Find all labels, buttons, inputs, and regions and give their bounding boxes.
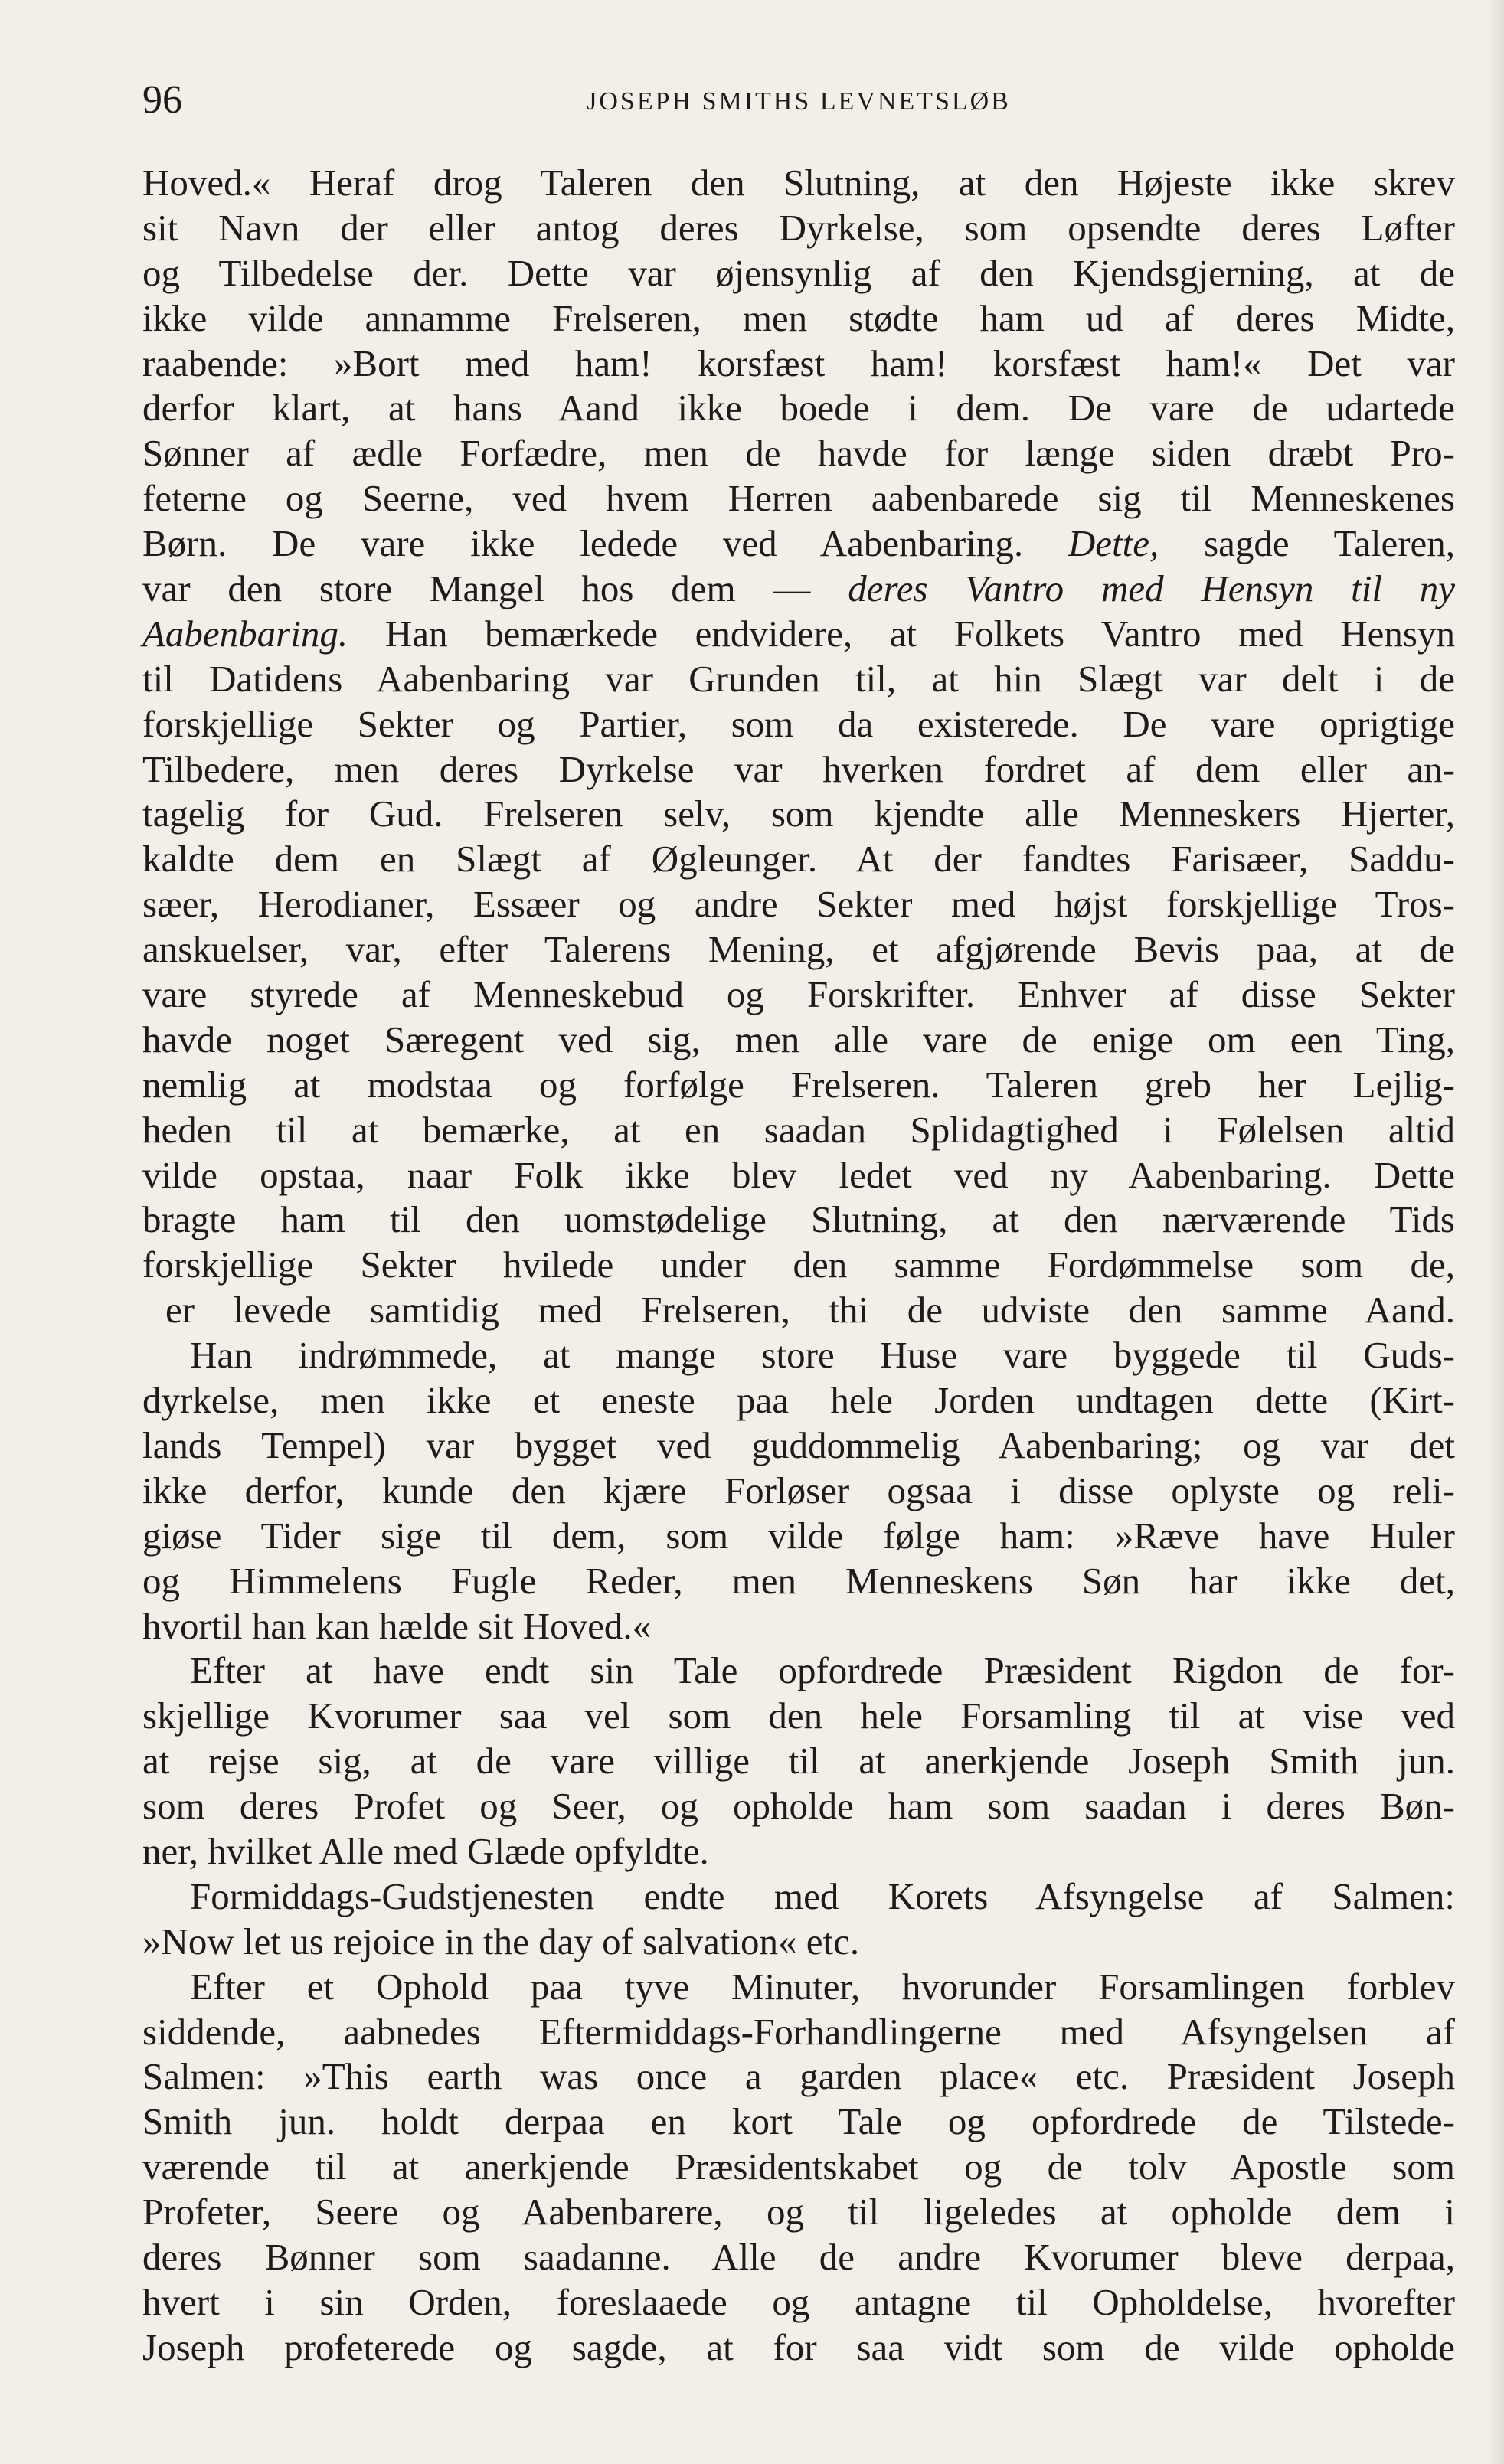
text-line: derfor klart, at hans Aand ikke boede i dem. De vare de udartede	[142, 387, 1455, 430]
text-segment: var den store Mangel hos dem —	[142, 567, 811, 610]
page-number: 96	[142, 78, 182, 122]
text-line: Efter et Ophold paa tyve Minuter, hvorunder Forsamlingen forblev	[190, 1965, 1455, 2008]
text-line: dyrkelse, men ikke et eneste paa hele Jorden undtagen dette (Kirt-	[142, 1379, 1455, 1422]
text-line: forskjellige Sekter og Partier, som da existerede. De vare oprigtige	[142, 702, 1455, 745]
text-line: nemlig at modstaa og forfølge Frelseren. Taleren greb her Lejlig-	[142, 1063, 1455, 1106]
text-segment: Børn. De vare ikke ledede ved Aabenbaring.	[142, 522, 1024, 565]
text-line: Formiddags-Gudstjenesten endte med Korets Afsyngelse af Salmen:	[190, 1874, 1455, 1917]
text-line	[142, 521, 1455, 567]
running-title: JOSEPH SMITHS LEVNETSLØB	[587, 87, 1011, 116]
text-line: og Himmelens Fugle Reder, men Menneskens Søn har ikke det,	[142, 1559, 1455, 1602]
text-line: »Now let us rejoice in the day of salvation« etc.	[142, 1920, 860, 1962]
text-line: ner, hvilket Alle med Glæde opfyldte.	[142, 1829, 709, 1872]
scan-edge-shadow	[1487, 0, 1504, 2464]
text-line: og Tilbedelse der. Dette var øjensynlig af den Kjendsgjerning, at de	[142, 251, 1455, 294]
text-line: bragte ham til den uomstødelige Slutning, at den nærværende Tids	[142, 1198, 1455, 1241]
text-line	[142, 612, 1455, 657]
text-line: Sønner af ædle Forfædre, men de havde for længe siden dræbt Pro-	[142, 432, 1455, 475]
text-line: at rejse sig, at de vare villige til at anerkjende Joseph Smith jun.	[142, 1740, 1455, 1783]
text-line: lands Tempel) var bygget ved guddommelig Aabenbaring; og var det	[142, 1423, 1455, 1466]
text-line: Smith jun. holdt derpaa en kort Tale og opfordrede de Tilstede-	[142, 2100, 1455, 2143]
text-line: siddende, aabnedes Eftermiddags-Forhandlingerne med Afsyngelsen af	[142, 2010, 1455, 2053]
text-segment: sagde Taleren,	[1204, 522, 1456, 565]
body-text	[142, 161, 1455, 2371]
text-line: hvortil han kan hælde sit Hoved.«	[142, 1604, 652, 1647]
text-line: sit Navn der eller antog deres Dyrkelse, som opsendte deres Løfter	[142, 206, 1455, 249]
text-line: værende til at anerkjende Præsidentskabet og de tolv Apostle som	[142, 2145, 1455, 2188]
text-line: ikke derfor, kunde den kjære Forløser ogsaa i disse oplyste og reli-	[142, 1469, 1455, 1511]
text-line: til Datidens Aabenbaring var Grunden til, at hin Slægt var delt i de	[142, 657, 1455, 700]
text-segment: Han bemærkede endvidere, at Folkets Vantro med Hensyn	[384, 612, 1455, 655]
text-line: havde noget Særegent ved sig, men alle vare de enige om een Ting,	[142, 1018, 1455, 1060]
text-line: Hoved.« Heraf drog Taleren den Slutning, at den Højeste ikke skrev	[142, 162, 1455, 204]
text-line: hvert i sin Orden, foreslaaede og antagne til Opholdelse, hvorefter	[142, 2280, 1455, 2323]
text-line: forskjellige Sekter hvilede under den samme Fordømmelse som de,	[142, 1243, 1455, 1286]
text-line: Han indrømmede, at mange store Huse vare byggede til Guds-	[190, 1334, 1455, 1377]
text-line: som deres Profet og Seer, og opholde ham som saadan i deres Bøn-	[142, 1785, 1455, 1828]
text-line: kaldte dem en Slægt af Øgleunger. At der fandtes Farisæer, Saddu-	[142, 838, 1455, 881]
text-line: sæer, Herodianer, Essæer og andre Sekter med højst forskjellige Tros-	[142, 883, 1455, 926]
text-line: Joseph profeterede og sagde, at for saa vidt som de vilde opholde	[142, 2325, 1455, 2368]
text-line: Efter at have endt sin Tale opfordrede Præsident Rigdon de for-	[190, 1649, 1455, 1692]
text-line: ikke vilde annamme Frelseren, men stødte ham ud af deres Midte,	[142, 296, 1455, 339]
text-line: tagelig for Gud. Frelseren selv, som kjendte alle Menneskers Hjerter,	[142, 792, 1455, 835]
text-line: Profeter, Seere og Aabenbarere, og til ligeledes at opholde dem i	[142, 2191, 1455, 2234]
italic-segment: deres Vantro med Hensyn til ny	[848, 567, 1455, 610]
text-line: deres Bønner som saadanne. Alle de andre Kvorumer bleve derpaa,	[142, 2235, 1455, 2278]
text-line: Salmen: »This earth was once a garden place« etc. Præsident Joseph	[142, 2055, 1455, 2098]
italic-segment: Dette,	[1068, 522, 1159, 565]
text-line: heden til at bemærke, at en saadan Splidagtighed i Følelsen altid	[142, 1108, 1455, 1151]
text-line	[142, 567, 1455, 612]
text-line: Tilbedere, men deres Dyrkelse var hverken fordret af dem eller an-	[142, 747, 1455, 790]
text-line: raabende: »Bort med ham! korsfæst ham! korsfæst ham!« Det var	[142, 341, 1455, 384]
text-line: er levede samtidig med Frelseren, thi de udviste den samme Aand.	[165, 1289, 1455, 1332]
text-line: feterne og Seerne, ved hvem Herren aabenbarede sig til Menneskenes	[142, 477, 1455, 520]
italic-segment: Aabenbaring.	[142, 612, 348, 655]
text-line: vilde opstaa, naar Folk ikke blev ledet ved ny Aabenbaring. Dette	[142, 1153, 1455, 1196]
text-line: vare styrede af Menneskebud og Forskrifter. Enhver af disse Sekter	[142, 973, 1455, 1016]
text-line: skjellige Kvorumer saa vel som den hele Forsamling til at vise ved	[142, 1694, 1455, 1737]
text-line: anskuelser, var, efter Talerens Mening, et afgjørende Bevis paa, at de	[142, 928, 1455, 971]
text-line: giøse Tider sige til dem, som vilde følge ham: »Ræve have Huler	[142, 1514, 1455, 1557]
page-header	[142, 74, 1455, 127]
